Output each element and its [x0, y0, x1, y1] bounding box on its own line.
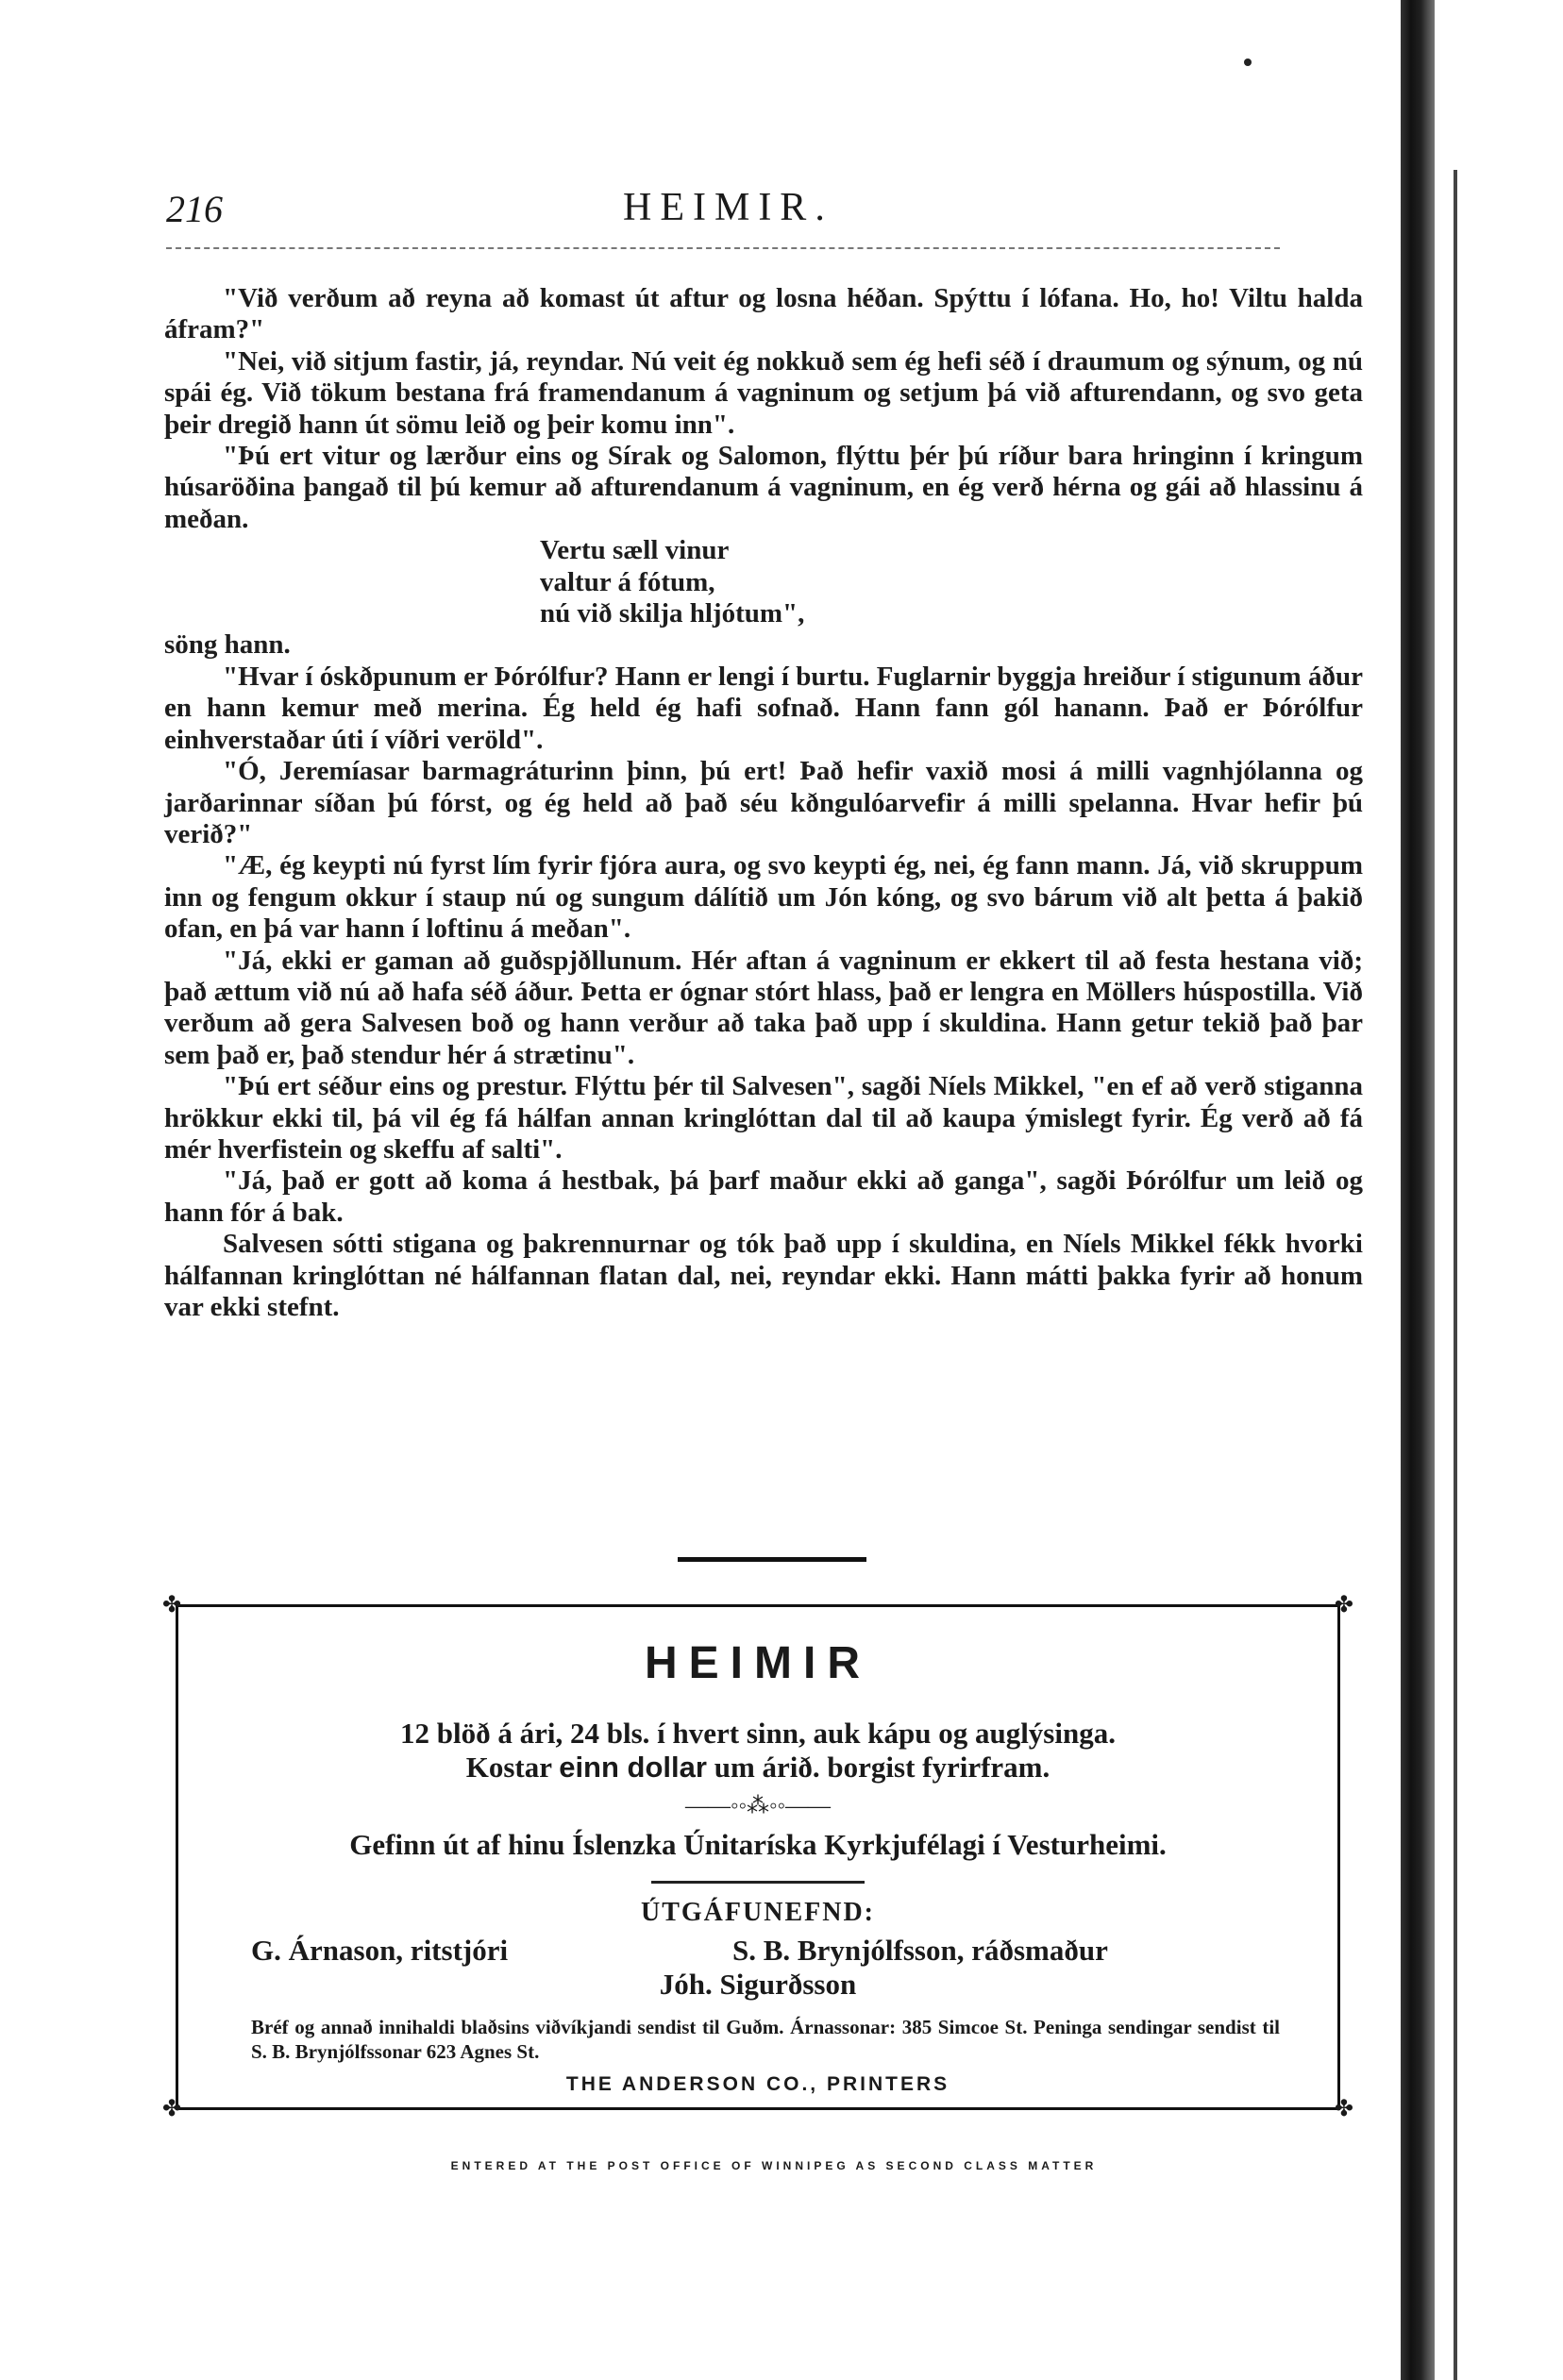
scan-edge-line — [1454, 170, 1457, 2380]
editor-name: G. Árnason, ritstjóri — [251, 1934, 509, 1967]
ornament-divider: ——◦◦⁂◦◦—— — [684, 1794, 832, 1819]
paragraph: "Já, ekki er gaman að guðspjðllunum. Hér aftan á vagninum er ekkert til að festa hestana við; það ættum við nú að hafa séð áður. Þetta er ógnar stórt hlass, það er lengra en Möllers húspostilla. Við verðum að gera Salvesen boð og hann verður að taka það upp í skuldina. Hann getur tekið það þar sem það er, það stendur hér á strætinu". — [164, 945, 1363, 1070]
story-end-rule — [678, 1557, 866, 1562]
story-text — [164, 283, 1363, 1323]
poem-line: nú við skilja hljótum", — [540, 598, 805, 629]
poem — [540, 535, 1363, 629]
paragraph: "Ó, Jeremíasar barmagráturinn þinn, þú ert! Það hefir vaxið mosi á milli vagnhjólanna og jarðarinnar síðan þú fórst, og ég held að það séu kðngulóarvefir á milli spelanna. Hvar hefir þú verið?" — [164, 756, 1363, 849]
scan-edge-bar — [1401, 0, 1435, 2380]
committee-heading: ÚTGÁFUNEFND: — [641, 1898, 875, 1927]
ad-publisher: Gefinn út af hinu Íslenzka Únitaríska Kyrkjufélagi í Vesturheimi. — [349, 1828, 1167, 1861]
scan-speck — [1244, 59, 1252, 66]
ad-divider — [651, 1881, 865, 1884]
running-head: HEIMIR. — [623, 186, 833, 229]
paragraph: "Já, það er gott að koma á hestbak, þá þarf maður ekki að ganga", sagði Þórólfur um leið og hann fór á bak. — [164, 1165, 1363, 1228]
page-number: 216 — [166, 188, 223, 230]
ad-price — [176, 1751, 1340, 1785]
manager-name: S. B. Brynjólfsson, ráðsmaður — [732, 1934, 1108, 1967]
committee-member: Jóh. Sigurðsson — [659, 1968, 857, 2001]
price-text: Kostar — [465, 1751, 560, 1784]
poem-line: valtur á fótum, — [540, 566, 715, 597]
paragraph: "Nei, við sitjum fastir, já, reyndar. Nú veit ég nokkuð sem ég hefi séð í draumum og sýnum, og nú spái ég. Við tökum bestana frá framendanum á vagninum og setjum þá við afturendann, og svo geta þeir dregið hann út sömu leið og þeir komu inn". — [164, 345, 1363, 440]
corner-ornament-icon: ✤ — [162, 1593, 182, 1617]
paragraph: "Þú ert vitur og lærður eins og Sírak og Salomon, flýttu þér þú ríður bara hringinn í kringum húsaröðina þangað til þú kemur að afturendanum á vagninum, en ég verð hérna og gái að hlassinu á meðan. — [164, 441, 1363, 534]
printer-credit: THE ANDERSON CO., PRINTERS — [565, 2073, 950, 2095]
corner-ornament-icon: ✤ — [162, 2097, 182, 2121]
correspondence-notice: Bréf og annað innihaldi blaðsins viðvíkjandi sendist til Guðm. Árnassonar: 385 Simcoe St. Peninga sendingar sendist til S. B. Brynjólfssonar 623 Agnes St. — [251, 2016, 1280, 2063]
poem-line: Vertu sæll vinur — [540, 535, 730, 566]
header-rule — [166, 247, 1280, 249]
paragraph: "Hvar í óskðpunum er Þórólfur? Hann er lengi í burtu. Fuglarnir byggja hreiður í stigunum áður en hann kemur með merina. Ég held ég hafi sofnað. Hann fann gól hanann. Það er Þórólfur einhverstaðar úti í víðri veröld". — [164, 661, 1363, 755]
ad-title: HEIMIR — [645, 1638, 871, 1688]
corner-ornament-icon: ✤ — [1334, 2097, 1353, 2121]
paragraph: "Þú ert séður eins og prestur. Flýttu þér til Salvesen", sagði Níels Mikkel, "en ef að verð stiganna hrökkur ekki til, þá vil ég fá hálfan annan kringlóttan dal til að kaupa ýmislegt fyrir. Ég verð að fá mér hverfistein og skeffu af salti". — [164, 1071, 1363, 1165]
price-terms: um árið. borgist fyrirfram. — [706, 1751, 1050, 1784]
postal-notice: ENTERED AT THE POST OFFICE OF WINNIPEG AS SECOND CLASS MATTER — [450, 2159, 1098, 2172]
ad-issue-info: 12 blöð á ári, 24 bls. í hvert sinn, auk kápu og auglýsinga. — [400, 1717, 1116, 1750]
corner-ornament-icon: ✤ — [1334, 1593, 1353, 1617]
paragraph: "Við verðum að reyna að komast út aftur og losna héðan. Spýttu í lófana. Ho, ho! Viltu halda áfram?" — [164, 283, 1363, 345]
subscription-advertisement — [162, 1593, 1353, 2121]
price-amount: einn dollar — [559, 1751, 707, 1784]
paragraph: "Æ, ég keypti nú fyrst lím fyrir fjóra aura, og svo keypti ég, nei, ég fann mann. Já, við skruppum inn og fengum okkur í staup nú og sungum dálítið um Jón kóng, og svo bárum við alt þetta á þakið ofan, en þá var hann í loftinu á meðan". — [164, 850, 1363, 945]
paragraph: söng hann. — [164, 629, 291, 661]
paragraph: Salvesen sótti stigana og þakrennurnar og tók það upp í skuldina, en Níels Mikkel fékk hvorki hálfannan kringlóttan né hálfannan flatan dal, nei, reyndar ekki. Hann mátti þakka fyrir að honum var ekki stefnt. — [164, 1229, 1363, 1322]
